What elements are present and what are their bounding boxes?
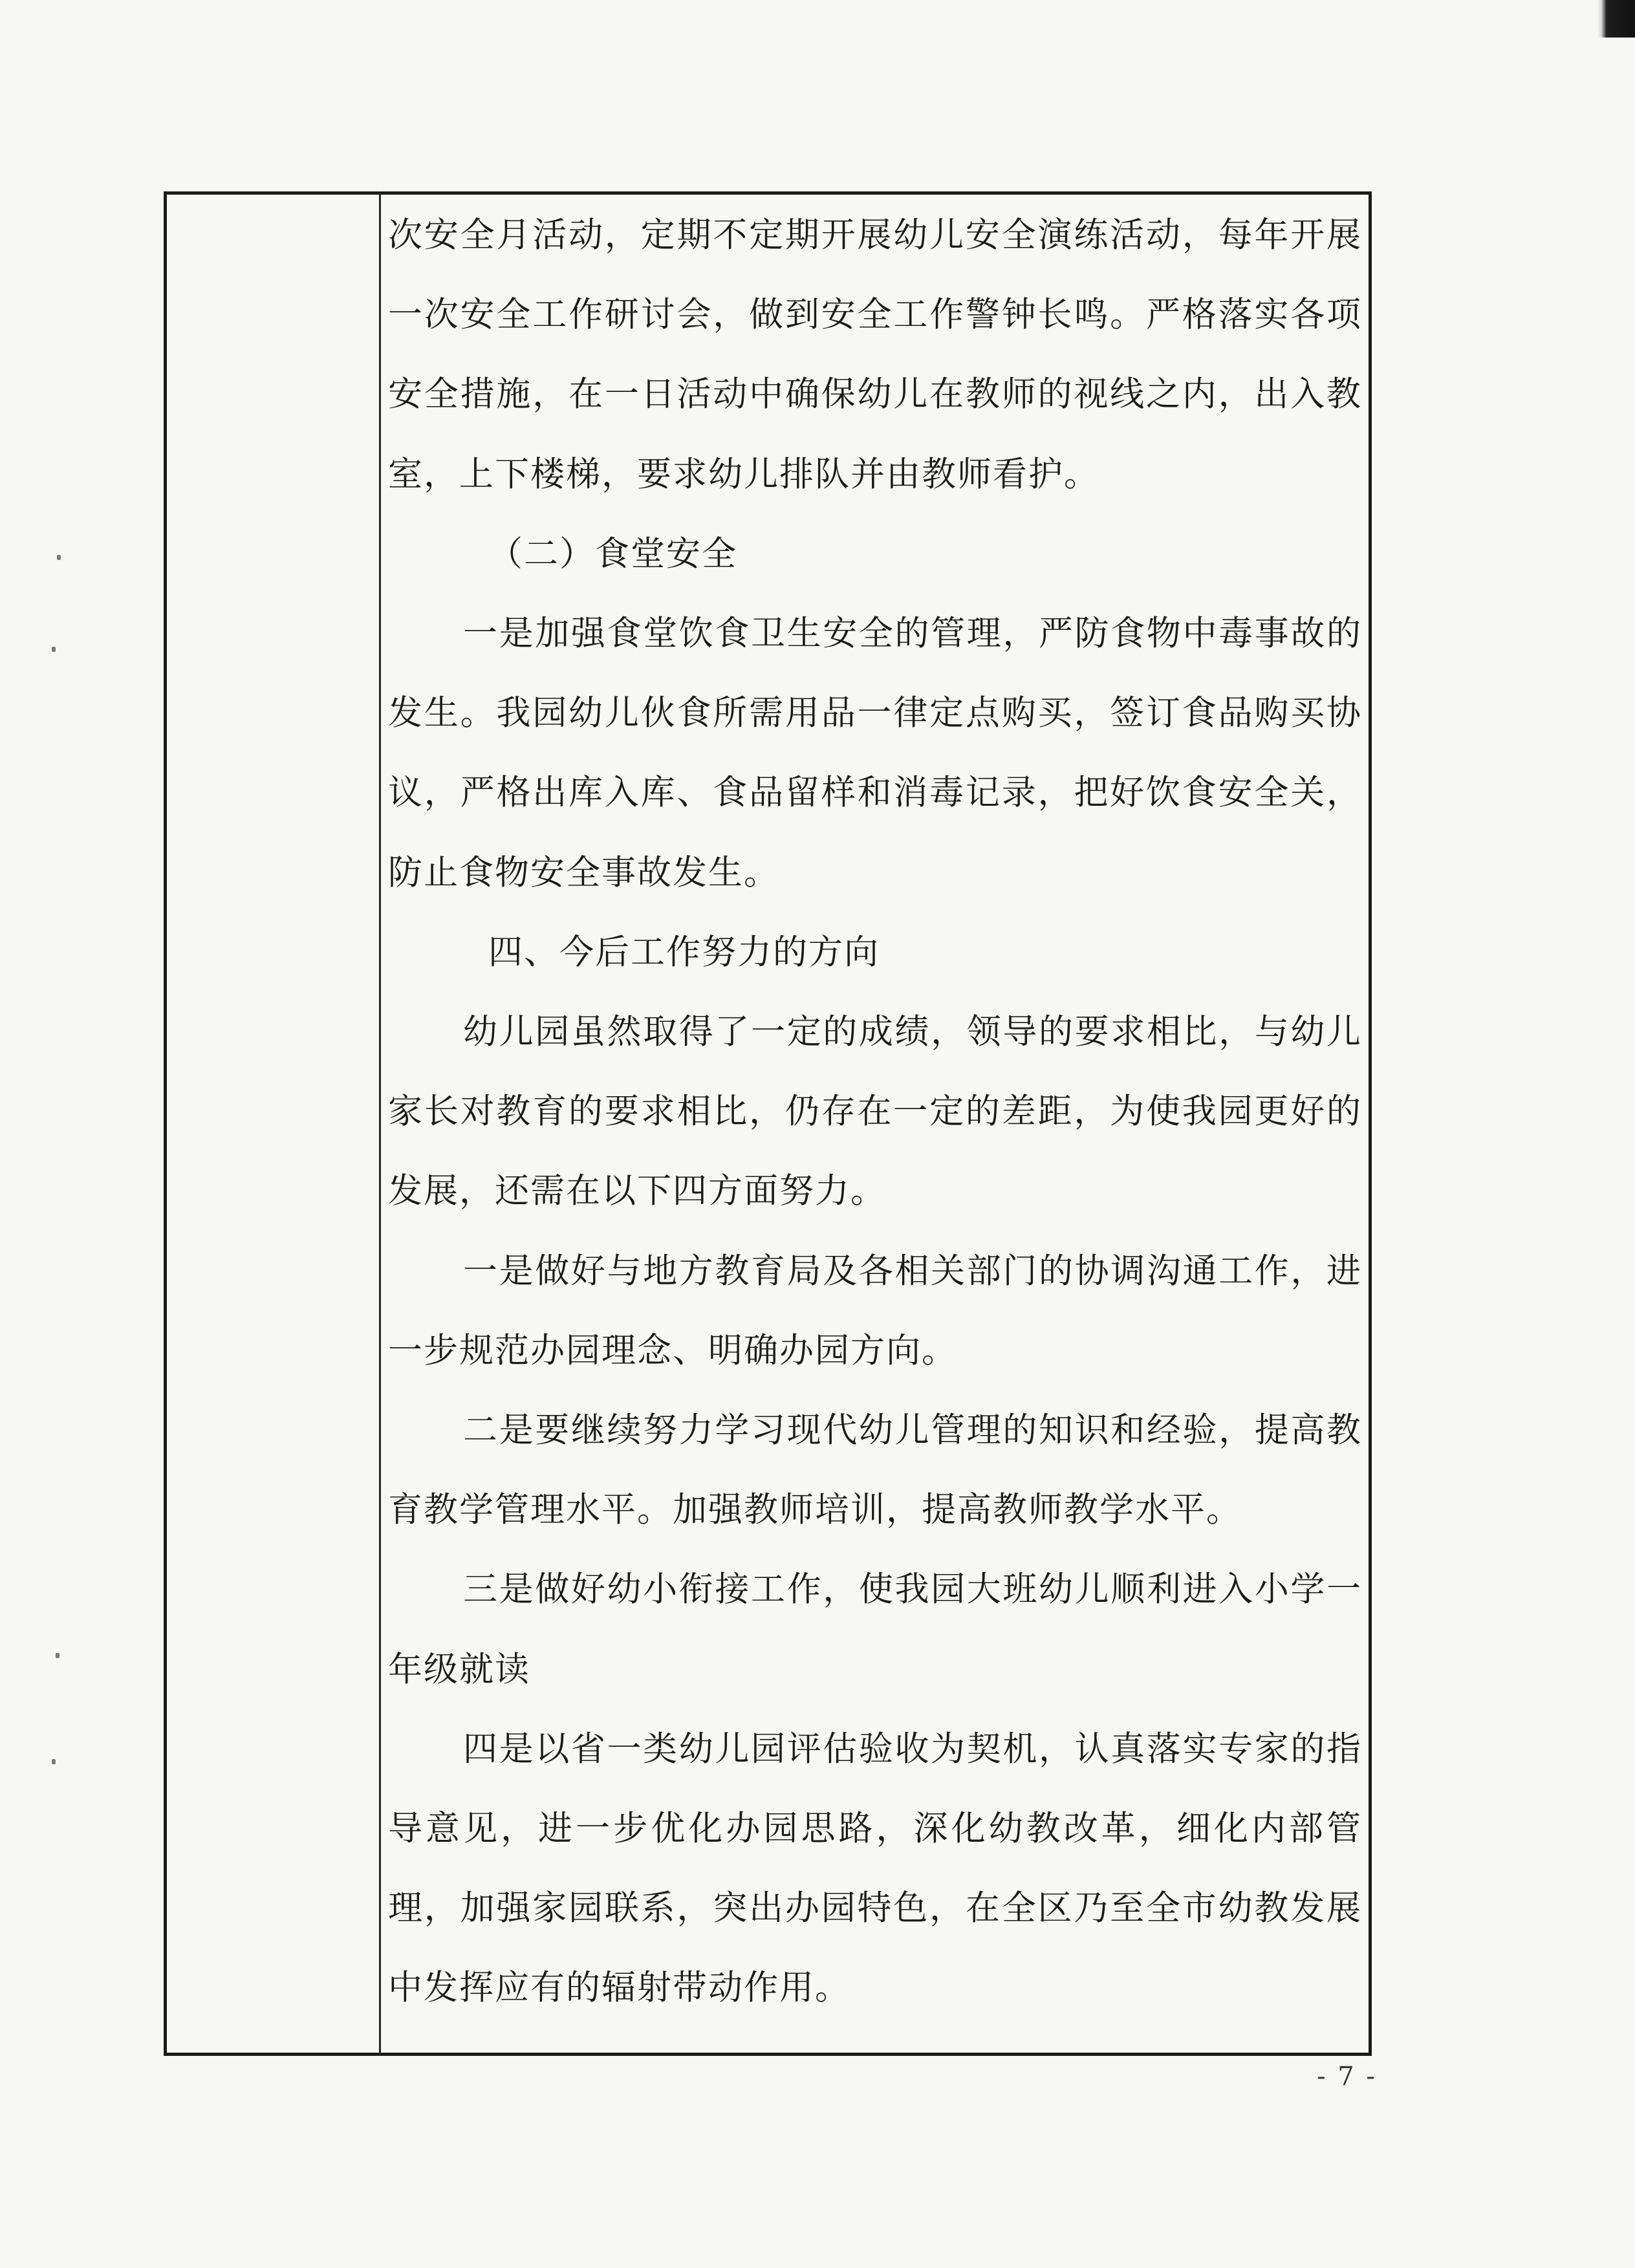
scan-edge-shadow — [1597, 0, 1635, 38]
heading-future-direction: 四、今后工作努力的方向 — [488, 932, 880, 972]
paragraph-future-overview: 幼儿园虽然取得了一定的成绩，领导的要求相比，与幼儿家长对教育的要求相比，仍存在一定的差距，为使我园更好的发展，还需在以下四方面努力。 — [388, 1012, 1362, 1211]
page-number: - 7 - — [1317, 2062, 1377, 2091]
paragraph-point-four: 四是以省一类幼儿园评估验收为契机，认真落实专家的指导意见，进一步优化办园思路，深化幼教改革，细化内部管理，加强家园联系，突出办园特色，在全区乃至全市幼教发展中发挥应有的辐射带动作用。 — [388, 1729, 1362, 2008]
scan-speck — [52, 647, 56, 652]
scan-speck — [52, 1759, 56, 1764]
table-column-divider — [379, 191, 381, 2056]
scan-speck — [56, 1653, 60, 1658]
paragraph-point-three: 三是做好幼小衔接工作，使我园大班幼儿顺利进入小学一年级就读 — [388, 1570, 1362, 1689]
paragraph-point-one: 一是做好与地方教育局及各相关部门的协调沟通工作，进一步规范办园理念、明确办园方向。 — [388, 1251, 1362, 1370]
paragraph-point-two: 二是要继续努力学习现代幼儿管理的知识和经验，提高教育教学管理水平。加强教师培训，提高教师教学水平。 — [388, 1410, 1362, 1530]
heading-canteen-safety: （二）食堂安全 — [488, 534, 737, 574]
scan-speck — [57, 555, 61, 560]
paragraph-canteen-management: 一是加强食堂饮食卫生安全的管理，严防食物中毒事故的发生。我园幼儿伙食所需用品一律定点购买，签订食品购买协议，严格出库入库、食品留样和消毒记录，把好饮食安全关，防止食物安全事故发生。 — [388, 614, 1362, 892]
paragraph-safety-activities: 次安全月活动，定期不定期开展幼儿安全演练活动，每年开展一次安全工作研讨会，做到安全工作警钟长鸣。严格落实各项安全措施，在一日活动中确保幼儿在教师的视线之内，出入教室，上下楼梯，要求幼儿排队并由教师看护。 — [388, 215, 1362, 494]
table-content-cell — [388, 195, 1362, 2028]
